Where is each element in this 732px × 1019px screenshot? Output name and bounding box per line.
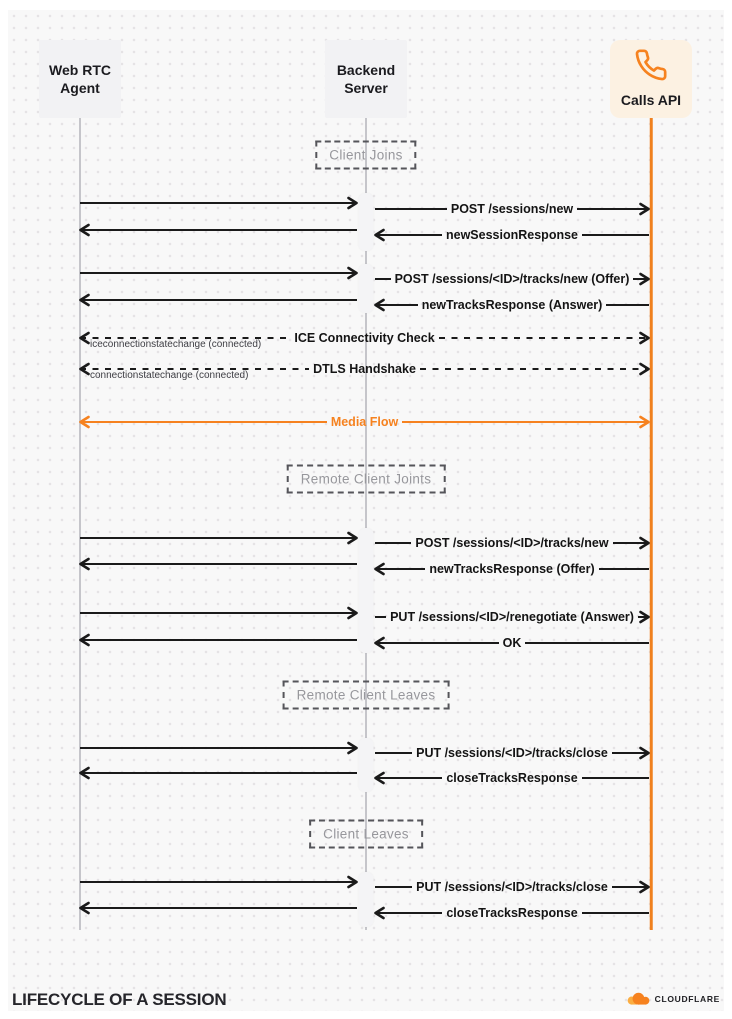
arrowhead-right-icon (638, 536, 651, 550)
message-label: POST /sessions/<ID>/tracks/new (Offer) (394, 272, 630, 286)
message-label: newTracksResponse (Offer) (429, 562, 595, 576)
phase-note: Client Joins (315, 141, 416, 170)
message-line (375, 278, 391, 280)
message-line (80, 772, 357, 774)
message-arrow (80, 741, 357, 755)
message-arrow (375, 536, 649, 550)
arrowhead-right-icon (346, 531, 359, 545)
message-arrow (80, 606, 357, 620)
message-line (420, 368, 649, 370)
message-label: newTracksResponse (Answer) (421, 298, 603, 312)
message-line (375, 642, 499, 644)
message-line (80, 639, 357, 641)
message-line (375, 886, 412, 888)
arrowhead-right-icon (638, 880, 651, 894)
message-line (80, 229, 357, 231)
message-line (525, 642, 649, 644)
message-line (80, 612, 357, 614)
message-line (599, 568, 649, 570)
message-arrow (375, 636, 649, 650)
arrowhead-left-icon (78, 633, 91, 647)
message-arrow (80, 875, 357, 889)
arrowhead-left-icon (78, 557, 91, 571)
message-arrow (375, 906, 649, 920)
message-arrow (80, 766, 357, 780)
actor-web-rtc-agent (39, 40, 121, 118)
message-arrow (80, 557, 357, 571)
phase-note: Remote Client Joints (287, 465, 446, 494)
message-arrow (375, 562, 649, 576)
message-line (80, 907, 357, 909)
phone-icon (634, 48, 668, 82)
phase-note: Remote Client Leaves (283, 681, 450, 710)
arrowhead-left-icon (78, 223, 91, 237)
arrowhead-left-icon (78, 901, 91, 915)
message-line (606, 304, 649, 306)
message-arrow (375, 610, 649, 624)
arrowhead-left-icon (78, 415, 91, 429)
message-label: newSessionResponse (446, 228, 578, 242)
message-line (582, 234, 649, 236)
actor-label: Server (344, 80, 388, 96)
message-sublabel: connectionstatechange (connected) (90, 370, 249, 381)
arrowhead-right-icon (346, 875, 359, 889)
message-label: ICE Connectivity Check (294, 331, 435, 345)
message-arrow (80, 293, 357, 307)
actor-backend-server (325, 40, 407, 118)
message-label: PUT /sessions/<ID>/renegotiate (Answer) (390, 610, 634, 624)
message-arrow (80, 331, 649, 350)
activation-bar (359, 872, 374, 927)
message-arrow (80, 196, 357, 210)
arrowhead-left-icon (373, 562, 386, 576)
arrowhead-right-icon (638, 362, 651, 376)
message-arrow (375, 298, 649, 312)
actor-label: Calls API (620, 92, 682, 109)
message-line (80, 563, 357, 565)
message-line (80, 272, 357, 274)
message-label: POST /sessions/<ID>/tracks/new (415, 536, 609, 550)
arrowhead-right-icon (638, 610, 651, 624)
message-line (80, 202, 357, 204)
message-line (439, 337, 649, 339)
message-label: PUT /sessions/<ID>/tracks/close (416, 880, 608, 894)
actor-label: Agent (60, 80, 100, 96)
message-line (582, 777, 649, 779)
message-line (80, 299, 357, 301)
actor-calls-api (610, 40, 692, 118)
cloudflare-logo (624, 989, 720, 1008)
message-arrow (375, 880, 649, 894)
message-line (80, 881, 357, 883)
message-arrow (80, 415, 649, 429)
message-arrow (80, 633, 357, 647)
arrowhead-left-icon (78, 766, 91, 780)
message-label: closeTracksResponse (446, 771, 578, 785)
arrowhead-left-icon (373, 906, 386, 920)
message-arrow (375, 746, 649, 760)
message-line (402, 421, 649, 424)
message-arrow (375, 771, 649, 785)
message-line (582, 912, 649, 914)
message-arrow (80, 362, 649, 381)
arrowhead-left-icon (373, 228, 386, 242)
message-label: DTLS Handshake (313, 362, 416, 376)
arrowhead-right-icon (638, 202, 651, 216)
actor-label: Backend (336, 61, 396, 78)
message-arrow (375, 228, 649, 242)
message-arrow (375, 272, 649, 286)
arrowhead-right-icon (346, 196, 359, 210)
arrowhead-left-icon (78, 293, 91, 307)
message-arrow (375, 202, 649, 216)
arrowhead-right-icon (346, 606, 359, 620)
message-line (80, 421, 327, 424)
message-line (375, 752, 412, 754)
message-arrow (80, 901, 357, 915)
cloudflare-logo-text: CLOUDFLARE (654, 993, 720, 1004)
message-label: Media Flow (330, 415, 399, 429)
message-line (375, 542, 411, 544)
activation-bar (359, 264, 374, 313)
activation-bar (359, 193, 374, 251)
arrowhead-right-icon (346, 741, 359, 755)
cloudflare-cloud-icon (624, 989, 652, 1008)
activation-bar (359, 528, 374, 653)
arrowhead-left-icon (373, 771, 386, 785)
arrowhead-right-icon (638, 746, 651, 760)
diagram-title: LIFECYCLE OF A SESSION (12, 990, 227, 1009)
calls-api-lifeline (650, 118, 653, 930)
arrowhead-left-icon (373, 636, 386, 650)
arrowhead-right-icon (638, 415, 651, 429)
phase-note: Client Leaves (309, 820, 423, 849)
message-line (375, 616, 386, 618)
web-rtc-agent-lifeline (79, 118, 81, 930)
message-sublabel: iceconnectionstatechange (connected) (90, 339, 262, 350)
message-arrow (80, 223, 357, 237)
activation-bar (359, 738, 374, 792)
message-label: POST /sessions/new (450, 202, 574, 216)
arrowhead-left-icon (373, 298, 386, 312)
arrowhead-right-icon (638, 272, 651, 286)
actor-label: Web RTC (49, 61, 111, 78)
arrowhead-right-icon (638, 331, 651, 345)
message-arrow (80, 531, 357, 545)
message-arrow (80, 266, 357, 280)
message-label: OK (502, 636, 522, 650)
arrowhead-right-icon (346, 266, 359, 280)
message-label: PUT /sessions/<ID>/tracks/close (416, 746, 608, 760)
message-line (375, 208, 447, 210)
message-line (80, 747, 357, 749)
message-line (80, 537, 357, 539)
message-label: closeTracksResponse (446, 906, 578, 920)
